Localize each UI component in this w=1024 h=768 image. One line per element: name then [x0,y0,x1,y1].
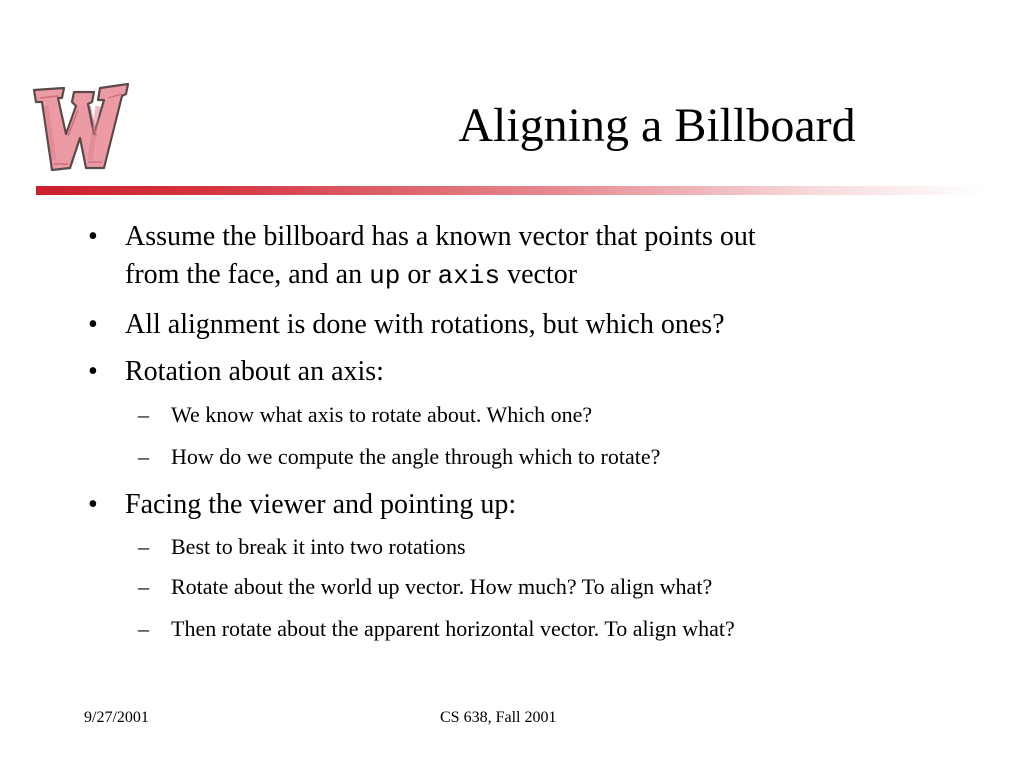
bullet-item-1-line-1: Assume the billboard has a known vector that points out [125,221,756,252]
bullet-marker: • [88,309,98,340]
bullet-marker: • [88,489,98,520]
page-title [150,96,1004,156]
sub-bullet-marker: – [138,444,149,469]
sub-bullet-marker: – [138,402,149,427]
bullet-marker: • [88,221,98,252]
title-text: Aligning a Billboard [458,99,856,152]
bullet-item-1 [125,218,925,295]
bullet-text-part: vector [500,259,578,290]
bullet-item-1-line-2 [125,256,925,295]
bullet-item-2: All alignment is done with rotations, but which ones? [125,309,725,340]
wisconsin-w-logo-icon [28,76,132,176]
sub-bullet-item: We know what axis to rotate about. Which one? [171,402,593,427]
sub-bullet-marker: – [138,534,149,559]
sub-bullet-item: Rotate about the world up vector. How much? To align what? [171,574,713,599]
footer-date: 9/27/2001 [84,709,149,726]
bullet-item-3: Rotation about an axis: [125,356,384,387]
bullet-marker: • [88,356,98,387]
sub-bullet-marker: – [138,574,149,599]
sub-bullet-marker: – [138,616,149,641]
code-up: up [369,261,401,291]
footer-course: CS 638, Fall 2001 [440,709,557,726]
bullet-text-part: or [400,259,438,290]
title-divider [36,186,986,195]
sub-bullet-item: How do we compute the angle through which to rotate? [171,444,661,469]
sub-bullet-item: Best to break it into two rotations [171,534,466,559]
bullet-item-4: Facing the viewer and pointing up: [125,489,517,520]
code-axis: axis [437,261,501,291]
sub-bullet-item: Then rotate about the apparent horizontal vector. To align what? [171,616,735,641]
bullet-text-part: from the face, and an [125,259,370,290]
